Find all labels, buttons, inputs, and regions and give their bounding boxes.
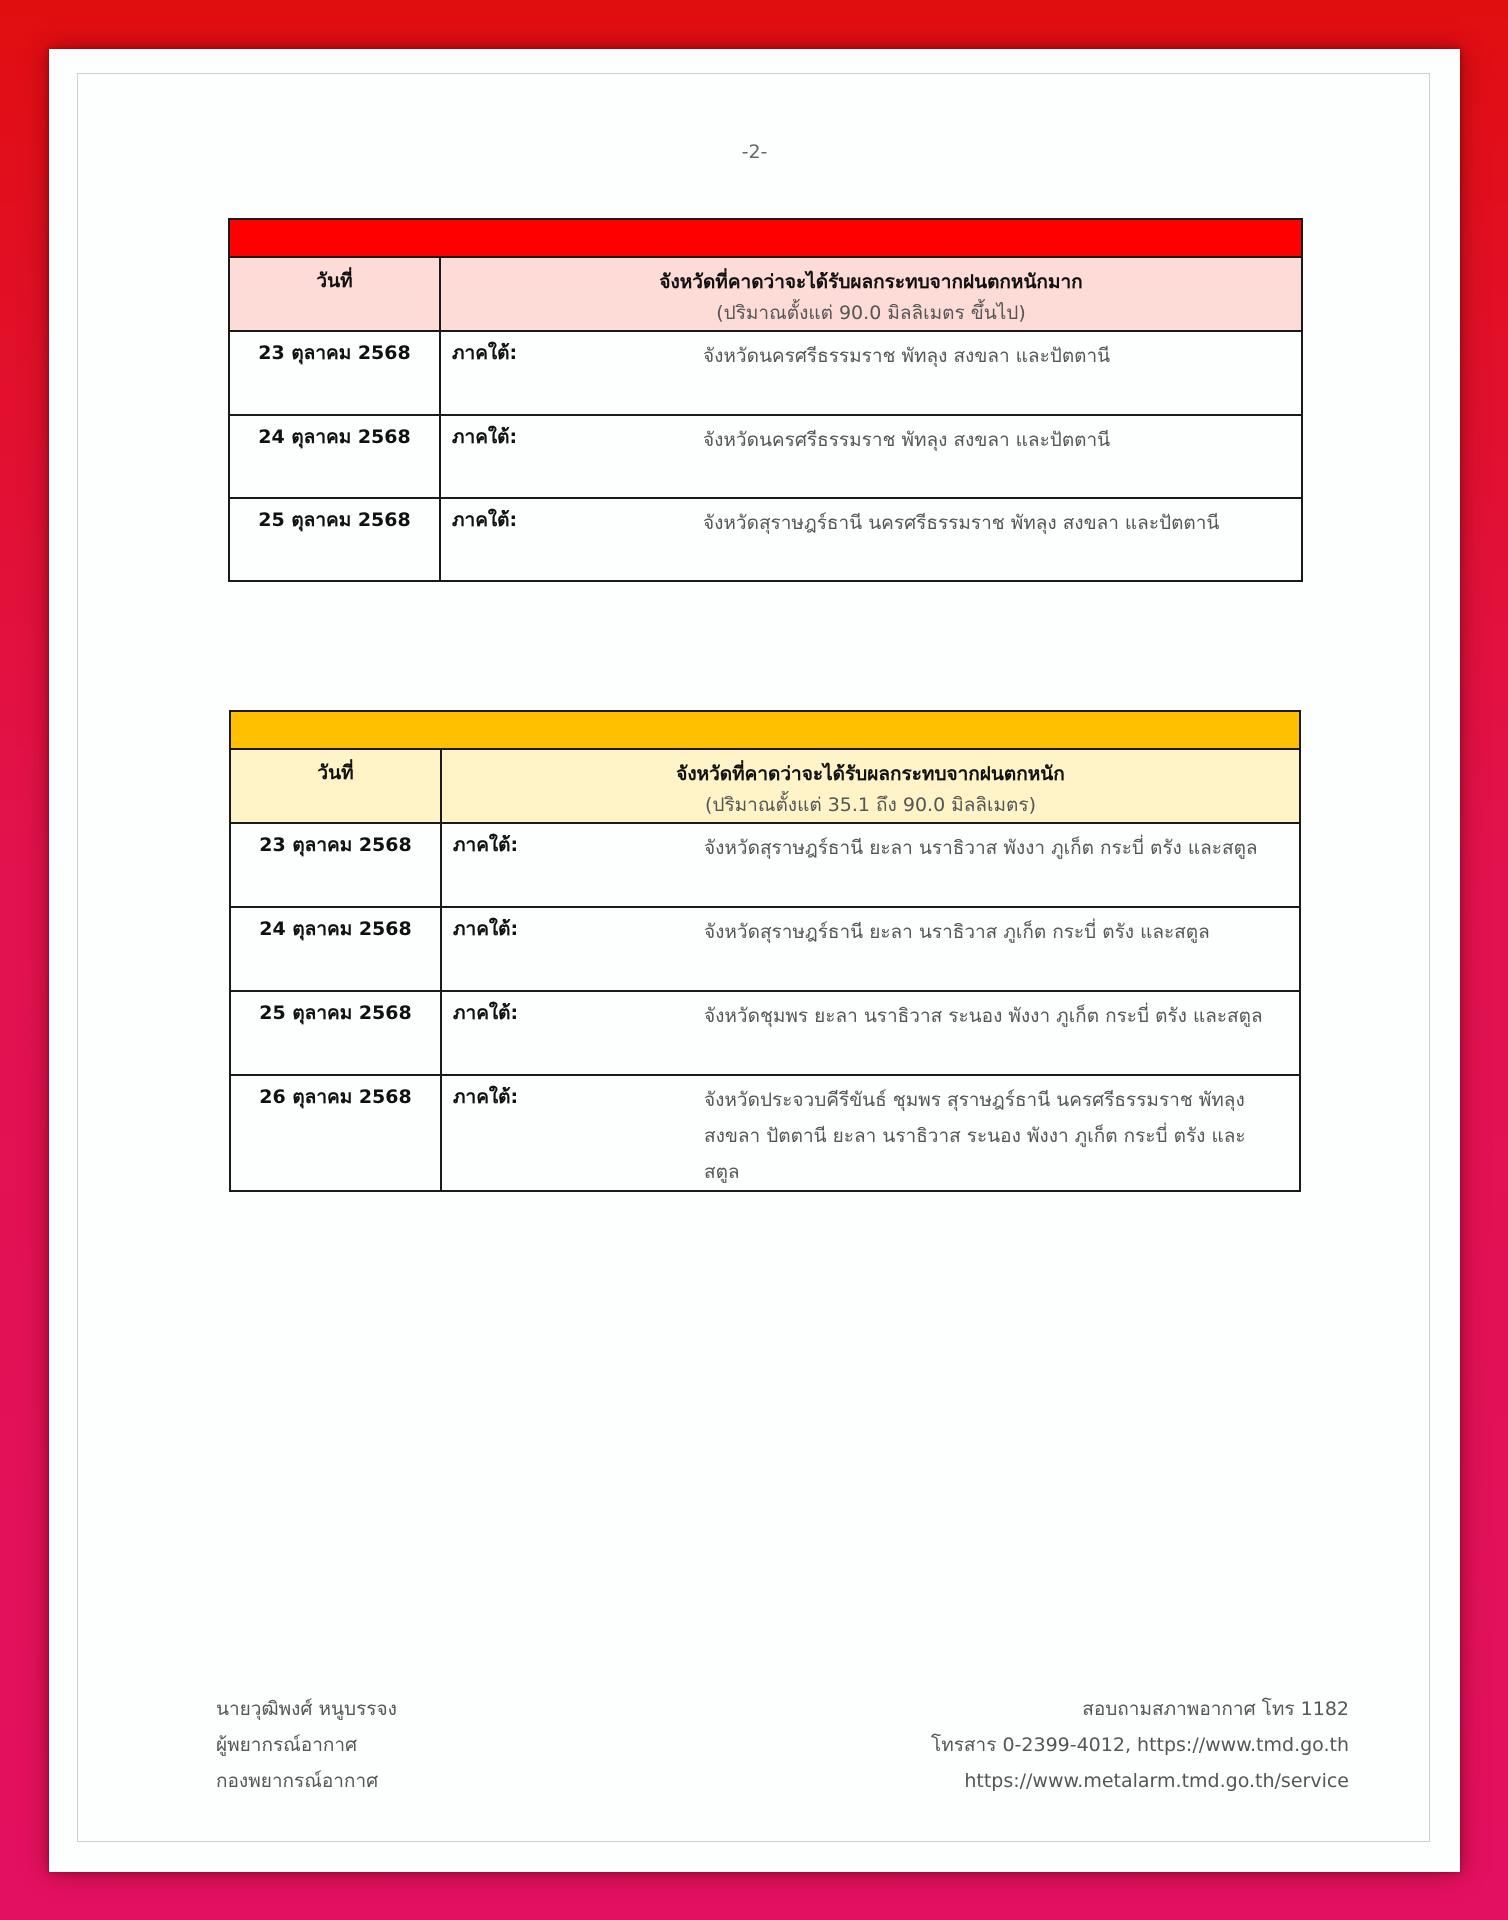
- header-subtitle: (ปริมาณตั้งแต่ 90.0 มิลลิเมตร ขึ้นไป): [716, 302, 1026, 324]
- table-row: [229, 331, 1302, 415]
- forecaster-title: ผู้พยากรณ์อากาศ: [216, 1734, 358, 1756]
- date-cell: 24 ตุลาคม 2568: [230, 907, 441, 991]
- province-list: จังหวัดนครศรีธรรมราช พัทลุง สงขลา และปัตตานี: [703, 429, 1111, 451]
- region-label: ภาคใต้:: [453, 834, 519, 856]
- region-label: ภาคใต้:: [453, 918, 519, 940]
- forecaster-name: นายวุฒิพงศ์ หนูบรรจง: [216, 1698, 397, 1720]
- province-list: จังหวัดสุราษฎร์ธานี นครศรีธรรมราช พัทลุง สงขลา และปัตตานี: [703, 512, 1220, 534]
- region-cell: [441, 991, 1300, 1075]
- region-cell: [441, 823, 1300, 907]
- rain-table: [229, 710, 1301, 1192]
- province-list: จังหวัดสุราษฎร์ธานี ยะลา นราธิวาส พังงา ภูเก็ต กระบี่ ตรัง และสตูล: [704, 837, 1258, 859]
- date-cell: 26 ตุลาคม 2568: [230, 1075, 441, 1191]
- header-subtitle: (ปริมาณตั้งแต่ 35.1 ถึง 90.0 มิลลิเมตร): [704, 794, 1037, 816]
- header-title: จังหวัดที่คาดว่าจะได้รับผลกระทบจากฝนตกหนัก: [676, 763, 1065, 785]
- region-label: ภาคใต้:: [453, 1086, 519, 1108]
- province-list: จังหวัดประจวบคีรีขันธ์ ชุมพร สุราษฎร์ธานี นครศรีธรรมราช พัทลุง สงขลา ปัตตานี ยะลา นราธิวาส ระนอง พังงา ภูเก็ต กระบี่ ตรัง และสตูล: [704, 1089, 1246, 1183]
- footer-contact: [931, 1691, 1349, 1799]
- date-cell: 23 ตุลาคม 2568: [230, 823, 441, 907]
- column-header-date: วันที่: [230, 749, 441, 823]
- date-cell: 23 ตุลาคม 2568: [229, 331, 440, 415]
- rain-header-row: [230, 749, 1300, 823]
- table-row: [230, 1075, 1300, 1191]
- header-title: จังหวัดที่คาดว่าจะได้รับผลกระทบจากฝนตกหนักมาก: [659, 271, 1083, 293]
- page-number: -2-: [741, 141, 768, 163]
- region-cell: [440, 498, 1302, 581]
- footer-signature: [216, 1691, 397, 1799]
- date-cell: 25 ตุลาคม 2568: [229, 498, 440, 581]
- table-row: [230, 907, 1300, 991]
- column-header-provinces: [441, 749, 1300, 823]
- province-list: จังหวัดนครศรีธรรมราช พัทลุง สงขลา และปัตตานี: [703, 345, 1111, 367]
- column-header-provinces: [440, 257, 1302, 331]
- region-cell: [440, 331, 1302, 415]
- region-label: ภาคใต้:: [452, 509, 518, 531]
- contact-fax-website: โทรสาร 0-2399-4012, https://www.tmd.go.th: [931, 1734, 1349, 1756]
- heavy-rain-table: [228, 218, 1303, 582]
- contact-phone: สอบถามสภาพอากาศ โทร 1182: [1082, 1698, 1349, 1720]
- column-header-date: วันที่: [229, 257, 440, 331]
- forecaster-division: กองพยากรณ์อากาศ: [216, 1770, 379, 1792]
- region-cell: [441, 907, 1300, 991]
- province-list: จังหวัดชุมพร ยะลา นราธิวาส ระนอง พังงา ภูเก็ต กระบี่ ตรัง และสตูล: [704, 1005, 1263, 1027]
- heavy-rain-color-band: [229, 219, 1302, 257]
- region-cell: [440, 415, 1302, 498]
- document-page: [49, 49, 1460, 1872]
- table-row: [230, 823, 1300, 907]
- date-cell: 24 ตุลาคม 2568: [229, 415, 440, 498]
- region-label: ภาคใต้:: [452, 426, 518, 448]
- table-row: [229, 498, 1302, 581]
- contact-service-url[interactable]: https://www.metalarm.tmd.go.th/service: [964, 1770, 1349, 1792]
- region-label: ภาคใต้:: [453, 1002, 519, 1024]
- date-cell: 25 ตุลาคม 2568: [230, 991, 441, 1075]
- province-list: จังหวัดสุราษฎร์ธานี ยะลา นราธิวาส ภูเก็ต กระบี่ ตรัง และสตูล: [704, 921, 1210, 943]
- heavy-rain-header-row: [229, 257, 1302, 331]
- region-cell: [441, 1075, 1300, 1191]
- table-row: [229, 415, 1302, 498]
- table-row: [230, 991, 1300, 1075]
- region-label: ภาคใต้:: [452, 342, 518, 364]
- rain-color-band: [230, 711, 1300, 749]
